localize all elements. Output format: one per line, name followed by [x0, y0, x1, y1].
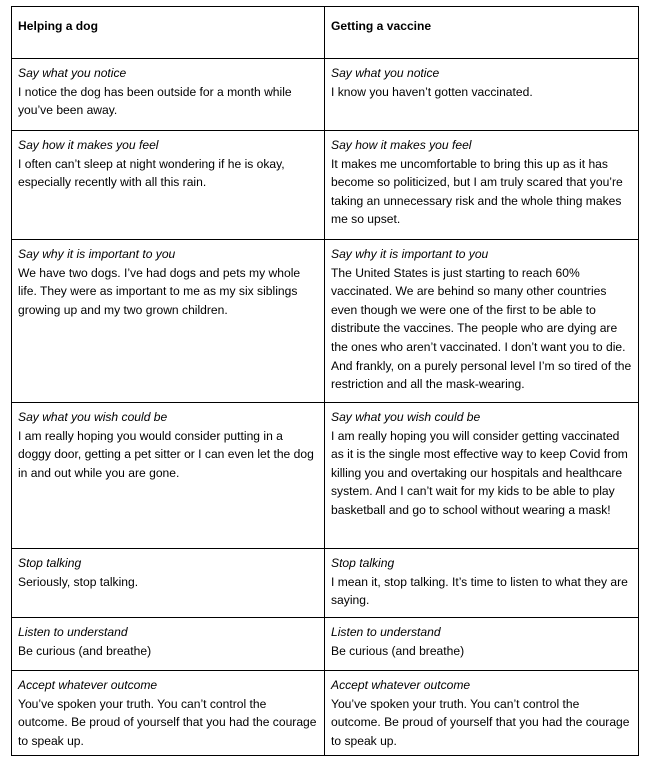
table-row	[12, 549, 639, 618]
cell-heading: Accept whatever outcome	[18, 678, 158, 692]
table-cell-vaccine	[325, 618, 639, 671]
table-cell-dog	[12, 240, 325, 403]
table-cell-dog	[12, 131, 325, 240]
cell-heading: Say how it makes you feel	[18, 138, 159, 152]
table-row	[12, 240, 639, 403]
table-cell-vaccine	[325, 59, 639, 131]
cell-heading: Accept whatever outcome	[331, 678, 471, 692]
table-row	[12, 618, 639, 671]
comparison-table	[11, 6, 639, 756]
cell-heading: Say why it is important to you	[18, 247, 176, 261]
cell-text: You’ve spoken your truth. You can’t control the outcome. Be proud of yourself that you had the courage to speak up.	[331, 696, 630, 748]
table-cell-dog	[12, 671, 325, 756]
cell-text: We have two dogs. I’ve had dogs and pets my whole life. They were as important to me as my six siblings growing up and my two grown children.	[18, 265, 301, 317]
table-row	[12, 671, 639, 756]
table-cell-dog	[12, 618, 325, 671]
column-header-dog: Helping a dog	[12, 7, 325, 59]
table-header-row	[12, 7, 639, 59]
cell-heading: Say what you wish could be	[18, 410, 168, 424]
cell-heading: Stop talking	[18, 556, 82, 570]
table-row	[12, 403, 639, 549]
cell-text: I mean it, stop talking. It’s time to listen to what they are saying.	[331, 574, 628, 608]
table-cell-vaccine	[325, 549, 639, 618]
table-cell-vaccine	[325, 131, 639, 240]
table-cell-dog	[12, 59, 325, 131]
cell-text: I often can’t sleep at night wondering if he is okay, especially recently with all this rain.	[18, 156, 285, 190]
cell-text: You’ve spoken your truth. You can’t control the outcome. Be proud of yourself that you had the courage to speak up.	[18, 696, 317, 748]
table-row	[12, 131, 639, 240]
cell-heading: Say what you wish could be	[331, 410, 481, 424]
cell-text: Be curious (and breathe)	[18, 643, 152, 658]
cell-text: Seriously, stop talking.	[18, 574, 139, 589]
cell-text: I notice the dog has been outside for a month while you’ve been away.	[18, 84, 292, 118]
cell-heading: Say what you notice	[331, 66, 440, 80]
table-cell-dog	[12, 549, 325, 618]
cell-text: It makes me uncomfortable to bring this up as it has become so politicized, but I am truly scared that you’re taking an unnecessary risk and the whole thing makes me so upset.	[331, 156, 623, 227]
cell-heading: Say why it is important to you	[331, 247, 489, 261]
cell-heading: Say what you notice	[18, 66, 127, 80]
table-cell-dog	[12, 403, 325, 549]
table-cell-vaccine	[325, 240, 639, 403]
table-row	[12, 59, 639, 131]
cell-text: I am really hoping you would consider putting in a doggy door, getting a pet sitter or I can even let the dog in and out while you are gone.	[18, 428, 314, 480]
cell-text: The United States is just starting to reach 60% vaccinated. We are behind so many other countries even though we were one of the first to be able to distribute the vaccines. The people who are dying are the ones who aren’t vaccinated. I don’t want you to die. And frankly, on a purely personal level I’m so tired of the restriction and all the mask-wearing.	[331, 265, 632, 392]
column-header-vaccine: Getting a vaccine	[325, 7, 639, 59]
cell-text: I know you haven’t gotten vaccinated.	[331, 84, 533, 99]
cell-heading: Say how it makes you feel	[331, 138, 472, 152]
cell-text: I am really hoping you will consider getting vaccinated as it is the single most effective way to keep Covid from killing you and overtaking our hospitals and healthcare system. And I can’t wait for my kids to be able to play basketball and go to school without wearing a mask!	[331, 428, 628, 517]
table-cell-vaccine	[325, 403, 639, 549]
cell-heading: Stop talking	[331, 556, 395, 570]
cell-text: Be curious (and breathe)	[331, 643, 465, 658]
table-cell-vaccine	[325, 671, 639, 756]
cell-heading: Listen to understand	[18, 625, 128, 639]
cell-heading: Listen to understand	[331, 625, 441, 639]
